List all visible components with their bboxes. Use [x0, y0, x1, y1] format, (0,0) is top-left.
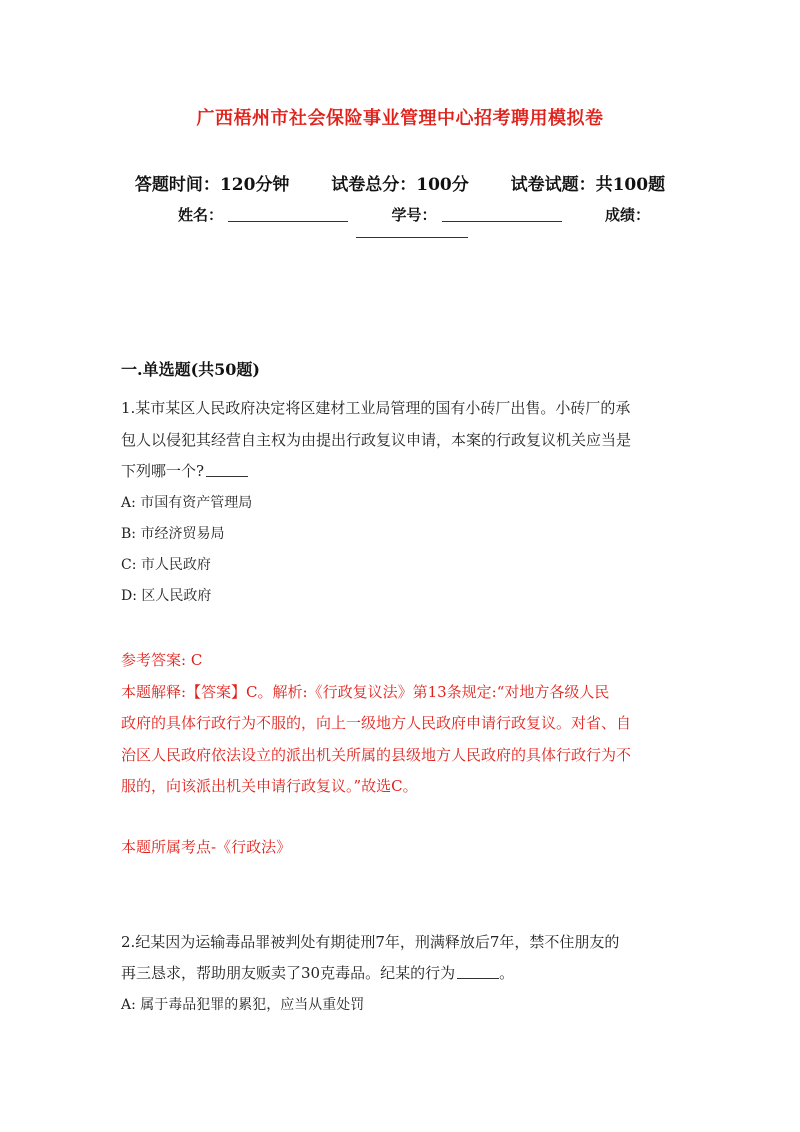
score-label: 成绩：: [604, 206, 650, 224]
question-1-option-a[interactable]: A: 市国有资产管理局: [121, 495, 253, 511]
id-label: 学号：: [391, 206, 437, 224]
question-1-explanation-line-4: 服的，向该派出机关申请行政复议。”故选C。: [121, 777, 418, 795]
exam-total-score: 试卷总分：100分: [331, 175, 469, 195]
exam-meta-row: [0, 170, 800, 195]
question-2-line-1: 2.纪某因为运输毒品罪被判处有期徒刑7年，刑满释放后7年，禁不住朋友的: [121, 933, 620, 951]
student-info-row: [178, 204, 650, 225]
answer-blank: [206, 464, 248, 477]
question-2-option-a[interactable]: A: 属于毒品犯罪的累犯，应当从重处罚: [121, 997, 365, 1013]
question-1-answer: 参考答案: C: [121, 651, 203, 669]
section-title: 一.单选题(共50题): [121, 360, 260, 379]
question-1-option-d[interactable]: D: 区人民政府: [121, 588, 212, 604]
id-blank[interactable]: [442, 207, 562, 222]
question-1-topic: 本题所属考点-《行政法》: [121, 838, 292, 856]
answer-blank: [457, 966, 499, 979]
name-label: 姓名：: [178, 206, 224, 224]
question-1-line-3: [121, 460, 248, 481]
question-2-line-2: [121, 962, 514, 983]
question-1-line-2: 包人以侵犯其经营自主权为由提出行政复议申请，本案的行政复议机关应当是: [121, 431, 632, 449]
exam-title: 广西梧州市社会保险事业管理中心招考聘用模拟卷: [196, 108, 604, 129]
question-2-line-2-text: 再三恳求，帮助朋友贩卖了30克毒品。纪某的行为: [121, 964, 456, 982]
question-1-explanation-line-1: 本题解释:【答案】C。解析:《行政复议法》第13条规定:“对地方各级人民: [121, 683, 610, 701]
exam-time: 答题时间：120分钟: [134, 175, 290, 195]
question-2-line-2-end: 。: [499, 964, 515, 982]
name-blank[interactable]: [228, 207, 348, 222]
exam-question-count: 试卷试题：共100题: [510, 175, 666, 195]
score-blank[interactable]: [356, 237, 468, 238]
question-1-explanation-line-3: 治区人民政府依法设立的派出机关所属的县级地方人民政府的具体行政行为不: [121, 746, 632, 764]
question-1-option-c[interactable]: C: 市人民政府: [121, 557, 211, 573]
question-1-explanation-line-2: 政府的具体行政行为不服的，向上一级地方人民政府申请行政复议。对省、自: [121, 714, 632, 732]
question-1-line-1: 1.某市某区人民政府决定将区建材工业局管理的国有小砖厂出售。小砖厂的承: [121, 399, 631, 417]
question-1-option-b[interactable]: B: 市经济贸易局: [121, 526, 225, 542]
question-1-line-3-text: 下列哪一个?: [121, 462, 205, 480]
